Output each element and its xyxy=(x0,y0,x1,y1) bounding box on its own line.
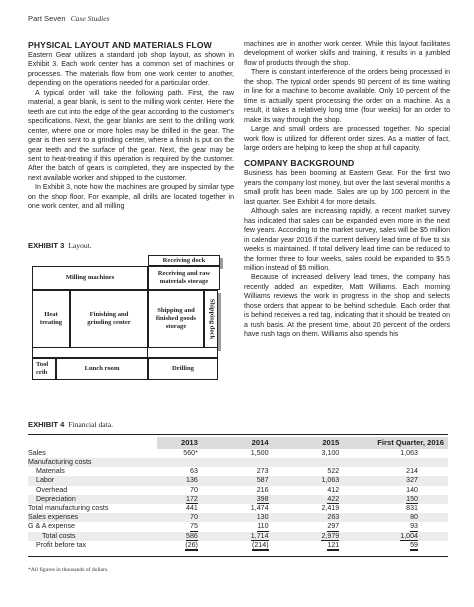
cell-value: 110 xyxy=(257,522,269,531)
cell xyxy=(299,458,370,467)
cell-value: 150 xyxy=(406,494,418,503)
paragraph: Because of increased delivery lead times, the company has recently added an expediter, Matt Williams. Each morning Williams reviews the work in progress in the shop and selects those orders that appear to be behind schedule. Each order that is behind receives a red tag, indicating that it should be treated on a rush basis. At the present time, about 20 percent of the orders have rush tags on them. Williams also spends his xyxy=(244,274,450,339)
right-column xyxy=(244,40,450,340)
table-header-row xyxy=(28,437,448,449)
cell-value: 586 xyxy=(186,531,198,540)
aisle xyxy=(32,348,148,358)
cell: 3,100 xyxy=(321,449,340,457)
row-label: Manufacturing costs xyxy=(28,458,157,467)
cell-value: 59 xyxy=(410,541,418,551)
cell xyxy=(228,541,299,551)
row-label: Sales expenses xyxy=(28,513,157,522)
cell-value: 2,979 xyxy=(321,531,340,540)
heat-treating-area xyxy=(32,290,70,348)
layout-diagram xyxy=(30,255,222,405)
column-header: First Quarter, 2016 xyxy=(369,437,448,449)
cell xyxy=(228,522,299,531)
cell xyxy=(228,458,299,467)
area-label: Receiving and raw materials storage xyxy=(157,270,211,285)
lunch-room-area xyxy=(56,358,148,380)
cell: 70 xyxy=(190,485,198,494)
cell xyxy=(157,532,228,541)
cell: 831 xyxy=(406,503,418,512)
paragraph: Although sales are increasing rapidly, a recent market survey has indicated that sales can be expanded even more in the next few years. According to the market survey, sales will be $5 million in calendar year 2016 if the current delivery lead time of five to six weeks is maintained. If total delivery lead time can be reduced to the former three to four weeks, sales could be expanded to $5.5 million instead of $5 million. xyxy=(244,208,450,272)
cell xyxy=(369,495,448,504)
table-row xyxy=(28,513,448,522)
cell-value: 398 xyxy=(256,494,269,503)
table-row xyxy=(28,449,448,458)
cell xyxy=(369,458,448,467)
cell-value: 121 xyxy=(327,541,339,551)
cell-value: 1,714 xyxy=(250,531,269,540)
cell-value: (214) xyxy=(252,541,269,551)
cell: 1,500 xyxy=(250,449,269,457)
cell xyxy=(369,541,448,551)
paragraph: In Exhibit 3, note how the machines are grouped by similar type on the shop floor. For example, all drills are located together in one work center, and all milling xyxy=(28,184,234,211)
running-head xyxy=(28,14,110,23)
exhibit-4-title: Financial data. xyxy=(68,420,113,429)
cell: 273 xyxy=(256,467,269,476)
row-label: Total costs xyxy=(28,532,157,541)
cell-value: 75 xyxy=(190,522,198,531)
exhibit-3-caption xyxy=(28,241,92,250)
cell: 1,474 xyxy=(250,503,269,512)
paragraph: Eastern Gear utilizes a standard job shop layout, as shown in Exhibit 3. Each work center has a common set of machines or processes. The materials flow from one work center to another, depending on the operations needed for a particular order. xyxy=(28,52,234,88)
cell xyxy=(157,495,228,504)
table-top-rule xyxy=(28,434,448,435)
cell: 522 xyxy=(327,467,340,476)
shipping-storage-area xyxy=(148,290,204,348)
milling-machines-area xyxy=(32,266,148,290)
section-label: Case Studies xyxy=(70,14,110,23)
area-label: Tool crib xyxy=(36,361,49,376)
paragraph: Business has been booming at Eastern Gear. For the first two years the company lost money, but over the last several months a small profit has been made. Sales are up by 100 percent in the last quarter. See Exhibit 4 for more details. xyxy=(244,170,450,206)
row-label: G & A expense xyxy=(28,522,75,531)
cell: 1,063 xyxy=(299,476,370,485)
drilling-area xyxy=(148,358,218,380)
table-row xyxy=(28,522,448,531)
column-header: 2013 xyxy=(157,437,228,449)
row-label: Depreciation xyxy=(28,495,157,504)
table-row xyxy=(28,495,448,504)
area-label: Receiving dock xyxy=(162,256,206,264)
area-label: Heat treating xyxy=(39,311,63,326)
area-label: Lunch room xyxy=(84,365,120,372)
cell: 560* xyxy=(183,449,198,457)
area-label: Milling machines xyxy=(65,274,115,281)
area-label: Shipping dock xyxy=(208,298,216,340)
exhibit-4-caption xyxy=(28,420,113,429)
cell xyxy=(228,532,299,541)
exhibit-3-title: Layout. xyxy=(68,241,92,250)
receiving-storage-area xyxy=(148,266,220,290)
area-label: Drilling xyxy=(172,365,194,372)
financial-table xyxy=(28,437,448,551)
row-label: Labor xyxy=(28,476,157,485)
cell-value: 1,004 xyxy=(400,531,418,540)
cell: 136 xyxy=(157,476,228,485)
table-row xyxy=(28,486,448,495)
cell: 216 xyxy=(256,485,269,494)
cell-value: (26) xyxy=(185,541,198,551)
table-row xyxy=(28,541,448,551)
table-row xyxy=(28,504,448,513)
cell xyxy=(157,458,228,467)
cell: 412 xyxy=(327,485,340,494)
cell: 1,063 xyxy=(400,449,418,457)
exhibit-3-label: EXHIBIT 3 xyxy=(28,241,65,250)
area-label: Shipping and finished goods storage xyxy=(155,307,197,330)
cell-value: 172 xyxy=(186,494,198,503)
paragraph: A typical order will take the following path. First, the raw material, a gear blank, is sent to the milling work center. Here the teeth are cut into the edge of the gear according to the customer's specifications. Next, the gear blanks are sent to the drilling work center, where one or more holes may be drilled in the gear. The gear is then sent to a grinding center, where a finish is put on the gear teeth and the surface of the gear. Next, the gear may be sent to heat-treating if this operation is required by the customer. After the batch of gears is completed, they are inspected by the next available worker and shipped to the customer. xyxy=(28,89,234,182)
cell-value: 297 xyxy=(327,522,340,531)
cell xyxy=(228,495,299,504)
table-row xyxy=(28,476,448,485)
cell: 263 xyxy=(299,513,370,522)
cell: 80 xyxy=(369,513,448,522)
cell xyxy=(157,541,228,551)
cell: 70 xyxy=(157,513,228,522)
column-header: 2014 xyxy=(228,437,299,449)
cell xyxy=(299,495,370,504)
receiving-dock-area xyxy=(148,255,220,266)
cell xyxy=(299,522,370,531)
cell: 130 xyxy=(228,513,299,522)
table-row xyxy=(28,532,448,541)
cell: 63 xyxy=(190,467,198,476)
table-row xyxy=(28,467,448,476)
cell xyxy=(369,532,448,541)
area-label: Finishing and grinding center xyxy=(87,311,131,326)
cell-value: 422 xyxy=(327,494,340,503)
cell: 2,419 xyxy=(321,503,340,512)
header-blank xyxy=(28,437,157,449)
physical-layout-heading: PHYSICAL LAYOUT AND MATERIALS FLOW xyxy=(28,40,212,50)
aisle xyxy=(148,348,218,358)
company-background-heading: COMPANY BACKGROUND xyxy=(244,158,355,169)
table-row xyxy=(28,458,448,467)
row-label: Total manufacturing costs xyxy=(28,503,109,512)
row-label: Profit before tax xyxy=(36,541,87,550)
paragraph: Large and small orders are processed together. No special work flow is utilized for different order sizes. As a matter of fact, large orders are helping to keep the shop at full capacity. xyxy=(244,126,450,152)
tool-crib-area xyxy=(32,358,56,380)
paragraph: There is constant interference of the orders being processed in the shop. The typical order spends 90 percent of its time waiting in line for a machine to become available. Only 10 percent of the time is actually spent processing the order on a machine. As a result, it takes a relatively long time (four weeks) for an order to make its way through the shop. xyxy=(244,69,450,124)
cell xyxy=(157,522,228,531)
table-footnote: *All figures in thousands of dollars. xyxy=(28,567,109,573)
cell-value: 93 xyxy=(410,522,418,531)
row-label: Materials xyxy=(36,467,65,476)
cell: 587 xyxy=(228,476,299,485)
column-header: 2015 xyxy=(299,437,370,449)
exhibit-4-label: EXHIBIT 4 xyxy=(28,420,65,429)
paragraph: machines are in another work center. While this layout facilitates development of worker skills and training, it results in a jumbled flow of products through the shop. xyxy=(244,41,450,67)
row-label: Sales xyxy=(28,449,46,457)
cell xyxy=(299,532,370,541)
table-bottom-rule xyxy=(28,556,448,557)
cell xyxy=(299,541,370,551)
cell: 327 xyxy=(369,476,448,485)
finishing-grinding-area xyxy=(70,290,148,348)
left-column xyxy=(28,40,234,212)
cell: 441 xyxy=(186,503,198,512)
cell: 140 xyxy=(406,485,418,494)
part-label: Part Seven xyxy=(28,14,66,23)
cell xyxy=(369,522,448,531)
cell: 214 xyxy=(406,467,418,476)
row-label: Overhead xyxy=(36,485,68,494)
shipping-dock-area xyxy=(204,290,218,348)
